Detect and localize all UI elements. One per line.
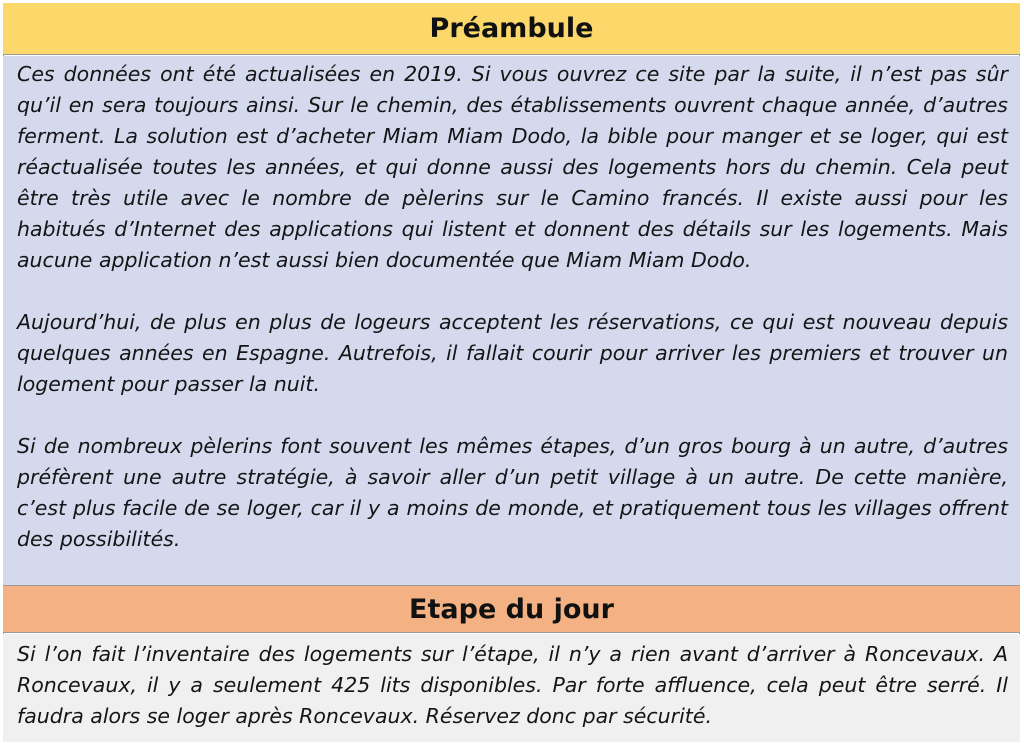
preambule-paragraph-1: Ces données ont été actualisées en 2019. Si vous ouvrez ce site par la suite, il n’est pas sûr qu’il en sera toujours ainsi. Sur le chemin, des établissements ouvrent chaque année, d’autres ferment. La solution est d’acheter Miam Miam Dodo, la bible pour manger et se loger, qui est réactualisée toutes les années, et qui donne aussi des logements hors du chemin. Cela peut être très utile avec le nombre de pèlerins sur le Camino francés. Il existe aussi pour les habitués d’Internet des applications qui listent et donnent des détails sur les logements. Mais aucune application n’est aussi bien documentée que Miam Miam Dodo. [17,62,1008,272]
etape-paragraph-1: Si l’on fait l’inventaire des logements sur l’étape, il n’y a rien avant d’arriver à Roncevaux. A Roncevaux, il y a seulement 425 lits disponibles. Par forte affluence, cela peut être serré. Il faudra alors se loger après Roncevaux. Réservez donc par sécurité. [17,642,1008,728]
etape-heading: Etape du jour [3,585,1020,633]
preambule-paragraph-3: Si de nombreux pèlerins font souvent les mêmes étapes, d’un gros bourg à un autre, d’autres préfèrent une autre stratégie, à savoir aller d’un petit village à un autre. De cette manière, c’est plus facile de se loger, car il y a moins de monde, et pratiquement tous les villages offrent des possibilités. [17,434,1008,551]
etape-section [3,634,1020,742]
preambule-paragraph-2: Aujourd’hui, de plus en plus de logeurs acceptent les réservations, ce qui est nouveau depuis quelques années en Espagne. Autrefois, il fallait courir pour arriver les premiers et trouver un logement pour passer la nuit. [17,310,1008,396]
preambule-heading: Préambule [3,3,1020,55]
preambule-section [3,56,1020,585]
